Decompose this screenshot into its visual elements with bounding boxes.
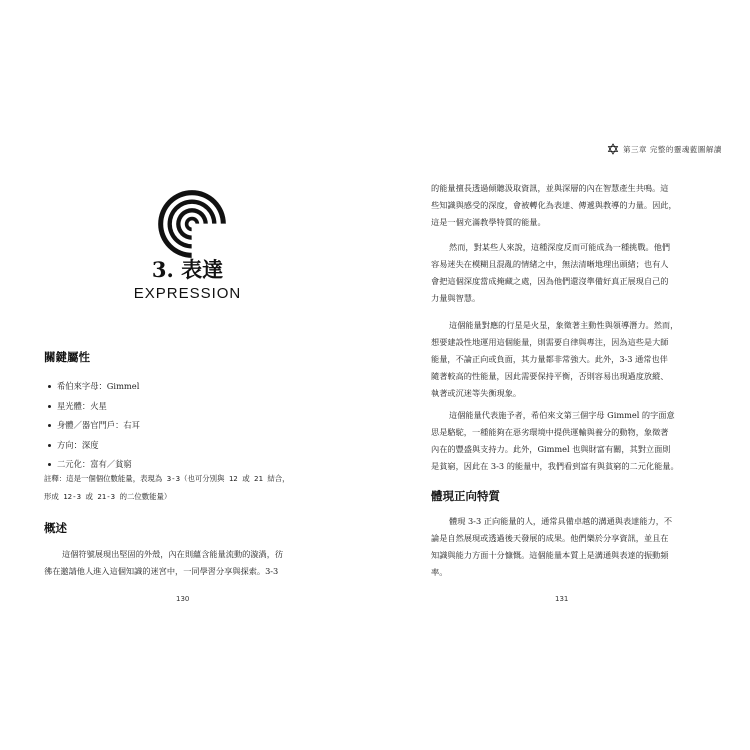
text-line: 會把這個深度當成掩藏之處，因為他們還沒準備好真正展現自己的: [431, 276, 669, 286]
overview-paragraph: [44, 546, 332, 580]
text-line: 體現 3-3 正向能量的人，通常具備卓越的溝通與表達能力，不: [449, 516, 673, 526]
note-line: 形成 12-3 或 21-3 的二位數能量）: [44, 492, 172, 501]
text-line: 知識與能力方面十分慷慨。這個能量本質上是溝通與表達的振動頻: [431, 550, 669, 560]
list-item: 方向：深度: [48, 436, 140, 456]
chapter-title: 3. 表達: [151, 257, 224, 282]
text-line: 思是駱駝，一種能夠在惡劣環境中提供運輸與養分的動物，象徵著: [431, 427, 669, 437]
attributes-heading: 關鍵屬性: [44, 350, 90, 364]
note: [44, 470, 334, 506]
text-line: 這個能量代表施予者，希伯來文第三個字母 Gimmel 的字面意: [449, 410, 675, 420]
text-line: 論是自然展現或透過後天發展的成果。他們樂於分享資訊，並且在: [431, 533, 669, 543]
paragraph-4: [431, 407, 717, 475]
list-item: 希伯來字母：Gimmel: [48, 377, 140, 397]
bullet-icon: [48, 444, 51, 447]
overview-heading: 概述: [44, 521, 67, 535]
list-item: 星光體：火星: [48, 397, 140, 417]
text-line: 然而，對某些人來說，這種深度反而可能成為一種挑戰。他們: [449, 242, 671, 252]
text-line: 想要建設性地運用這個能量，則需要自律與專注，因為這些是大師: [431, 337, 669, 347]
text-line: 是貧窮，因此在 3-3 的能量中，我們看到富有與貧窮的二元化能量。: [431, 461, 679, 471]
text-line: 這個符號展現出堅固的外殼，內在則蘊含能量流動的漩渦，彷: [62, 549, 284, 559]
text-line: 彿在邀請他人進入這個知識的迷宮中，一同學習分享與探索。3-3: [44, 566, 279, 576]
bullet-icon: [48, 385, 51, 388]
text-line: 這是一個充滿教學特質的能量。: [431, 217, 546, 227]
list-item: 身體／器官門戶：右耳: [48, 416, 140, 436]
text-line: 能量，不論正向或負面，其力量都非常強大。此外，3-3 通常也伴: [431, 354, 668, 364]
bullet-icon: [48, 463, 51, 466]
star-of-david-icon: [607, 143, 619, 155]
page-number: 131: [555, 595, 569, 603]
running-head-text: 第三章 完整的靈魂藍圖解讀: [623, 144, 722, 154]
note-line: 註釋：這是一個個位數能量，表現為 3-3（也可分別與 12 或 21 結合，: [44, 474, 290, 483]
text-line: 些知識與感受的深度，會被轉化為表達、傳遞與教導的力量。因此，: [431, 200, 677, 210]
chapter-subtitle: EXPRESSION: [133, 285, 242, 302]
paragraph-5: [431, 513, 717, 581]
right-page: [375, 0, 750, 750]
text-line: 的能量擅長透過傾聽汲取資訊，並與深層的內在智慧產生共鳴。這: [431, 183, 669, 193]
attributes-list: [48, 377, 140, 475]
list-item: 二元化：富有／貧窮: [48, 455, 140, 475]
positive-traits-heading: 體現正向特質: [431, 489, 500, 503]
text-line: 執著或沉迷等失衡現象。: [431, 388, 522, 398]
text-line: 隨著較高的性能量，因此需要保持平衡，否則容易出現過度放縱、: [431, 371, 669, 381]
page-number: 130: [176, 595, 190, 603]
text-line: 這個能量對應的行星是火星，象徵著主動性與領導潛力。然而，: [449, 320, 679, 330]
bullet-icon: [48, 424, 51, 427]
paragraph-2: [431, 239, 717, 307]
text-line: 力量與智慧。: [431, 293, 481, 303]
bullet-icon: [48, 405, 51, 408]
text-line: 率。: [431, 567, 448, 577]
text-line: 內在的豐盛與支持力。此外，Gimmel 也與財富有關，其對立面則: [431, 444, 671, 454]
running-head: [607, 143, 722, 155]
paragraph-1: [431, 180, 717, 231]
paragraph-3: [431, 317, 717, 402]
text-line: 容易迷失在模糊且混亂的情緒之中，無法清晰地理出頭緒；也有人: [431, 259, 669, 269]
spiral-emblem-icon: [156, 188, 228, 260]
